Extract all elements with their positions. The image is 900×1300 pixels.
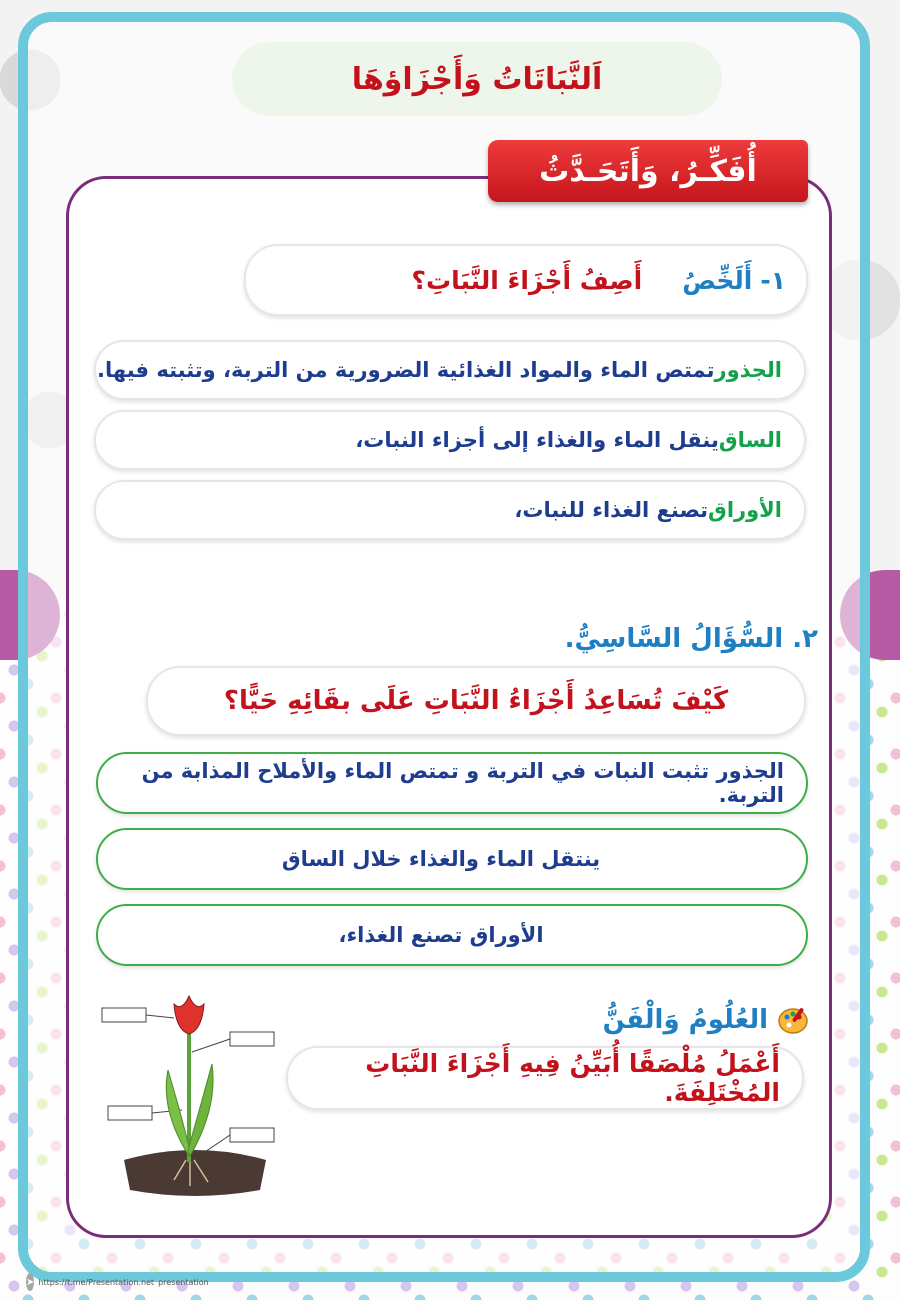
answer-text: ينقل الماء والغذاء إلى أجزاء النبات،: [355, 428, 719, 452]
answer-leaves: [94, 480, 806, 540]
palette-icon: [778, 1005, 810, 1035]
answer-text: تصنع الغذاء للنبات،: [514, 498, 709, 522]
tulip-diagram: [100, 990, 290, 1200]
telegram-icon: ➤: [26, 1273, 34, 1291]
question-1-number: ١-: [760, 265, 786, 295]
footer-label: presentation: [158, 1277, 209, 1287]
page-title: اَلنَّبَاتَاتُ وَأَجْزَاؤهَا: [232, 42, 722, 116]
question-2-number: ٢.: [792, 624, 818, 654]
task-poster: أَعْمَلُ مُلْصَقًا أُبَيِّنُ فِيهِ أَجْزَاءَ النَّبَاتِ المُخْتَلِفَةَ.: [286, 1046, 804, 1110]
answer-term: الجذور: [714, 358, 782, 382]
question-2-heading: [500, 624, 818, 654]
answer-term: الأوراق: [708, 498, 782, 522]
answer-stem: [94, 410, 806, 470]
answer-2-roots: الجذور تثبت النبات في التربة و تمتص الماء والأملاح المذابة من التربة.: [96, 752, 808, 814]
science-art-title: العُلُومُ وَالْفَنُّ: [602, 1005, 768, 1035]
answer-term: الساق: [718, 428, 782, 452]
question-2: كَيْفَ تُسَاعِدُ أَجْزَاءُ النَّبَاتِ عَلَى بقَائِهِ حَيًّا؟: [146, 666, 806, 736]
question-1-text: أَصِفُ أَجْزَاءَ النَّبَاتِ؟: [411, 265, 643, 295]
answer-roots: [94, 340, 806, 400]
footer: [26, 1270, 209, 1294]
footer-url[interactable]: https://t.me/Presentation.net: [38, 1277, 155, 1287]
science-art-heading: [560, 1000, 810, 1040]
question-1-verb: أَلَخِّصُ: [682, 265, 753, 295]
question-2-title: السُّؤَالُ السَّاسِيُّ.: [564, 624, 784, 654]
answer-text: تمتص الماء والمواد الغذائية الضرورية من التربة، وتثبته فيها.: [96, 358, 715, 382]
answer-2-stem: ينتقل الماء والغذاء خلال الساق: [96, 828, 808, 890]
answer-2-leaves: الأوراق تصنع الغذاء،: [96, 904, 808, 966]
section-banner: أُفَكِّـرُ، وَأَتَحَـدَّثُ: [488, 140, 808, 202]
question-1: [244, 244, 808, 316]
